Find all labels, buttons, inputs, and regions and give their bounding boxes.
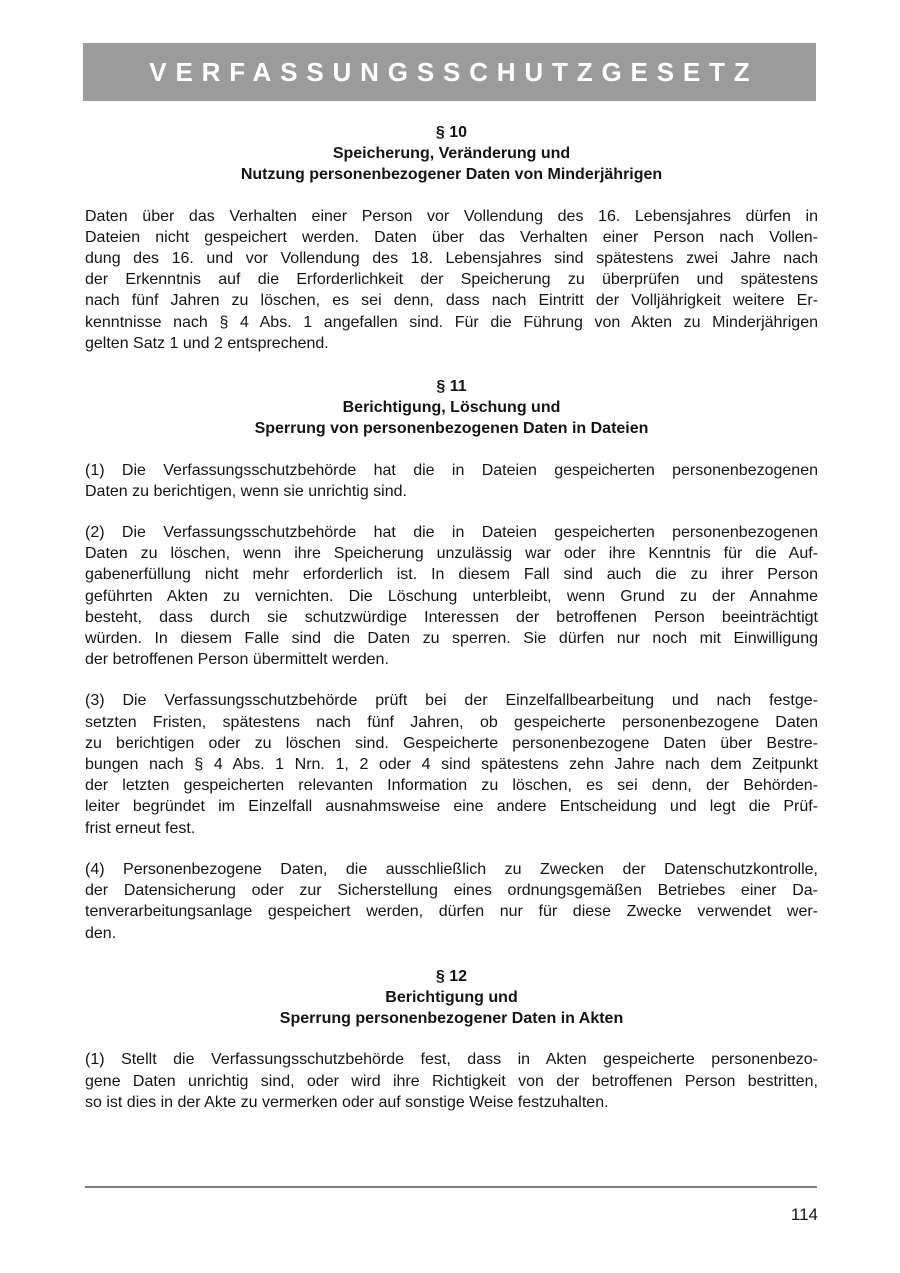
text-line: Dateien nicht gespeichert werden. Daten über das Verhalten einer Person nach Vollen-	[85, 228, 818, 246]
text-line: kenntnisse nach § 4 Abs. 1 angefallen sind. Für die Führung von Akten zu Minderjährigen	[85, 313, 818, 331]
heading-line: Sperrung von personenbezogenen Daten in Dateien	[254, 420, 649, 438]
footer-divider	[85, 1186, 817, 1188]
text-line: frist erneut fest.	[85, 819, 196, 837]
text-line: besteht, dass durch sie schutzwürdige Interessen der betroffenen Person beeinträchtigt	[85, 608, 818, 626]
text-line: geführten Akten zu vernichten. Die Löschung unterbleibt, wenn Grund zu der Annahme	[85, 587, 818, 605]
section-heading	[85, 966, 818, 1030]
text-line: der letzten gespeicherten relevanten Information zu löschen, es sei denn, der Behörden-	[85, 777, 818, 795]
heading-line: Berichtigung und	[385, 988, 518, 1006]
paragraph	[85, 859, 818, 944]
section-heading	[85, 376, 818, 440]
text-line: der Datensicherung oder zur Sicherstellung eines ordnungsgemäßen Betriebes einer Da-	[85, 882, 818, 900]
law-title: VERFASSUNGSSCHUTZGESETZ	[149, 56, 759, 87]
text-line: bungen nach § 4 Abs. 1 Nrn. 1, 2 oder 4 sind spätestens zehn Jahre nach dem Zeitpunkt	[85, 756, 818, 774]
text-line: würden. In diesem Falle sind die Daten zu sperren. Sie dürfen nur noch mit Einwilligung	[85, 630, 818, 648]
heading-line: § 10	[435, 124, 468, 141]
text-line: so ist dies in der Akte zu vermerken oder auf sonstige Weise festzuhalten.	[85, 1093, 609, 1111]
heading-line: Speicherung, Veränderung und	[332, 145, 571, 163]
text-line: zu berichtigen oder zu löschen sind. Gespeicherte personenbezogene Daten über Bestre-	[85, 734, 818, 752]
paragraph	[85, 1049, 818, 1113]
text-line: setzten Fristen, spätestens nach fünf Jahren, ob gespeicherte personenbezogene Daten	[85, 713, 818, 731]
text-line: den.	[85, 924, 117, 942]
heading-line: Nutzung personenbezogener Daten von Minderjährigen	[240, 166, 663, 184]
text-line: (1) Stellt die Verfassungsschutzbehörde fest, dass in Akten gespeicherte personenbezo-	[85, 1051, 818, 1069]
text-line: Daten zu löschen, wenn ihre Speicherung unzulässig war oder ihre Kenntnis für die Auf-	[85, 545, 818, 563]
text-line: nach fünf Jahren zu löschen, es sei denn, dass nach Eintritt der Volljährigkeit weitere Er-	[85, 292, 818, 310]
text-line: (1) Die Verfassungsschutzbehörde hat die in Dateien gespeicherten personenbezogenen	[85, 461, 818, 479]
paragraph	[85, 690, 818, 838]
text-line: dung des 16. und vor Vollendung des 18. Lebensjahres sind spätestens zwei Jahre nach	[85, 250, 818, 268]
text-line: Daten über das Verhalten einer Person vor Vollendung des 16. Lebensjahres dürfen in	[85, 207, 818, 225]
page-number: 114	[790, 1205, 818, 1224]
paragraph	[85, 206, 818, 354]
text-line: leiter begründet im Einzelfall ausnahmsweise eine andere Entscheidung und legt die Prüf-	[85, 798, 818, 816]
heading-line: Sperrung personenbezogener Daten in Akten	[279, 1010, 624, 1028]
text-line: tenverarbeitungsanlage gespeichert werden, dürfen nur für diese Zwecke verwendet wer-	[85, 903, 818, 921]
text-line: (2) Die Verfassungsschutzbehörde hat die in Dateien gespeicherten personenbezogenen	[85, 524, 818, 542]
text-line: gelten Satz 1 und 2 entsprechend.	[85, 334, 329, 352]
heading-line: § 12	[435, 967, 468, 985]
heading-line: Berichtigung, Löschung und	[342, 399, 561, 417]
law-title-banner	[83, 43, 816, 101]
text-line: (4) Personenbezogene Daten, die ausschließlich zu Zwecken der Datenschutzkontrolle,	[85, 860, 818, 878]
paragraph	[85, 460, 818, 502]
text-line: (3) Die Verfassungsschutzbehörde prüft bei der Einzelfallbearbeitung und nach festge-	[85, 692, 818, 710]
section-heading	[85, 122, 818, 186]
document-body	[85, 122, 818, 1113]
paragraph	[85, 522, 818, 670]
heading-line: § 11	[436, 378, 467, 396]
text-line: der betroffenen Person übermittelt werden.	[85, 651, 389, 669]
text-line: Daten zu berichtigen, wenn sie unrichtig sind.	[85, 482, 407, 500]
text-line: der Erkenntnis auf die Erforderlichkeit der Speicherung zu überprüfen und spätestens	[85, 271, 818, 289]
text-line: gabenerfüllung nicht mehr erforderlich ist. In diesem Fall sind auch die zu ihrer Person	[85, 566, 818, 584]
text-line: gene Daten unrichtig sind, oder wird ihre Richtigkeit von der betroffenen Person bestritten,	[85, 1072, 818, 1090]
